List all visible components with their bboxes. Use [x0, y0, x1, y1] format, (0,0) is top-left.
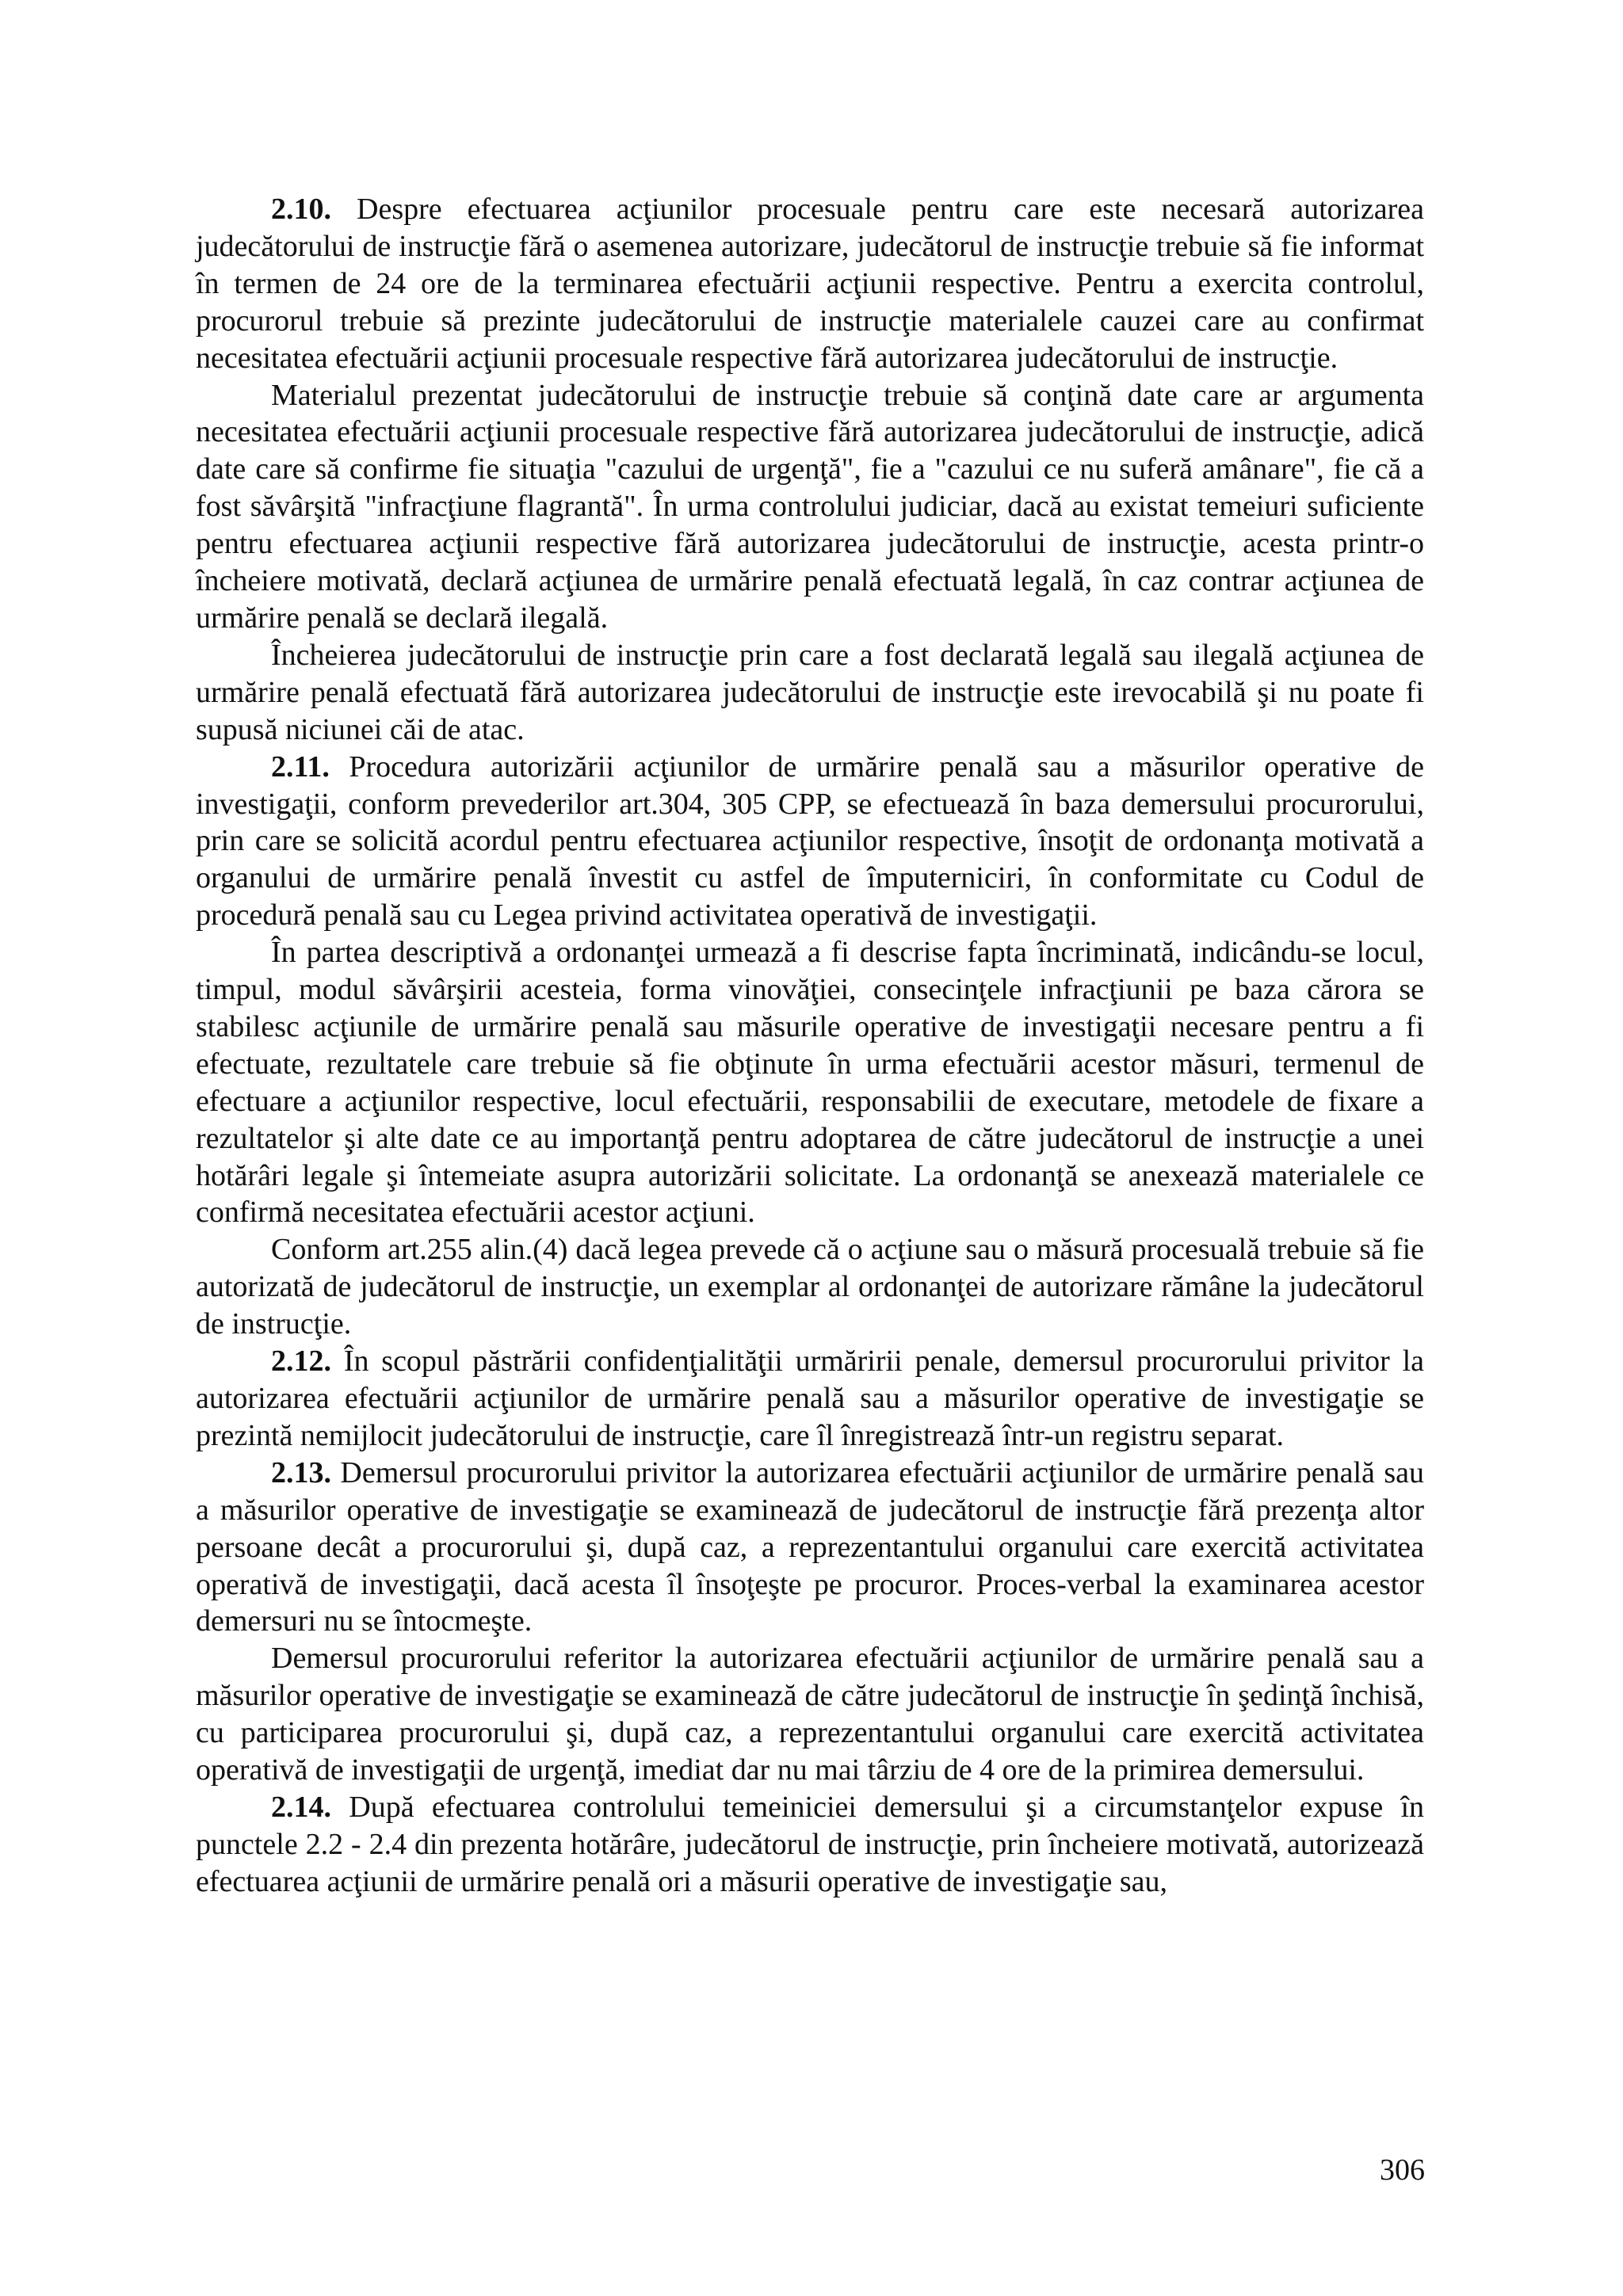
paragraph-text: Demersul procurorului privitor la autorizarea efectuării acţiunilor de urmărire penală sau a măsurilor operative de investigaţie se examinează de judecătorul de instrucţie fără prezenţa altor persoane decât a procurorului şi, după caz, a reprezentantului organului care exercită activitatea operativă de investigaţii, dacă acesta îl însoţeşte pe procuror. Proces-verbal la examinarea acestor demersuri nu se întocmeşte. — [196, 1455, 1424, 1638]
paragraph — [196, 1231, 1424, 1343]
paragraph — [196, 377, 1424, 637]
paragraph — [196, 637, 1424, 749]
paragraph-text: Conform art.255 alin.(4) dacă legea prevede că o acţiune sau o măsură procesuală trebuie să fie autorizată de judecătorul de instrucţie, un exemplar al ordonanţei de autorizare rămâne la judecătorul de instrucţie. — [196, 1233, 1424, 1341]
paragraph-2-12 — [196, 1343, 1424, 1455]
paragraph-text: Materialul prezentat judecătorului de instrucţie trebuie să conţină date care ar argumenta necesitatea efectuării acţiunii procesuale respective fără autorizarea judecătorului de instrucţie, adică date care să confirme fie situaţia "cazului de urgenţă", fie a "cazului ce nu suferă amânare", fie că a fost săvârşită "infracţiune flagrantă". În urma controlului judiciar, dacă au existat temeiuri suficiente pentru efectuarea acţiunii respective fără autorizarea judecătorului de instrucţie, acesta printr-o încheiere motivată, declară acţiunea de urmărire penală efectuată legală, în caz contrar acţiunea de urmărire penală se declară ilegală. — [196, 378, 1424, 635]
paragraph-text: Demersul procurorului referitor la autorizarea efectuării acţiunilor de urmărire penală sau a măsurilor operative de investigaţie se examinează de către judecătorul de instrucţie în şedinţă închisă, cu participarea procurorului şi, după caz, a reprezentantului organului care exercită activitatea operativă de investigaţii de urgenţă, imediat dar nu mai târziu de 4 ore de la primirea demersului. — [196, 1642, 1424, 1787]
section-number: 2.13. — [271, 1455, 331, 1489]
paragraph-text: Procedura autorizării acţiunilor de urmărire penală sau a măsurilor operative de investigaţii, conform prevederilor art.304, 305 CPP, se efectuează în baza demersului procurorului, prin care se solicită acordul pentru efectuarea acţiunilor respective, însoţit de ordonanţa motivată a organului de urmărire penală învestit cu astfel de împuterniciri, în conformitate cu Codul de procedură penală sau cu Legea privind activitatea operativă de investigaţii. — [196, 749, 1424, 933]
paragraph-text: În partea descriptivă a ordonanţei urmează a fi descrise fapta încriminată, indicându-se locul, timpul, modul săvârşirii acesteia, forma vinovăţiei, consecinţele infracţiunii pe baza cărora se stabilesc acţiunile de urmărire penală sau măsurile operative de investigaţii necesare pentru a fi efectuate, rezultatele care trebuie să fie obţinute în urma efectuării acestor măsuri, termenul de efectuare a acţiunilor respective, locul efectuării, responsabilii de executare, metodele de fixare a rezultatelor şi alte date ce au importanţă pentru adoptarea de către judecătorul de instrucţie a unei hotărâri legale şi întemeiate asupra autorizării solicitate. La ordonanţă se anexează materialele ce confirmă necesitatea efectuării acestor acţiuni. — [196, 936, 1424, 1230]
paragraph-2-13 — [196, 1455, 1424, 1641]
paragraph-text: În scopul păstrării confidenţialităţii urmăririi penale, demersul procurorului privitor la autorizarea efectuării acţiunilor de urmărire penală sau a măsurilor operative de investigaţie se prezintă nemijlocit judecătorului de instrucţie, care îl înregistrează într-un registru separat. — [196, 1344, 1424, 1452]
paragraph-2-11 — [196, 749, 1424, 935]
paragraph-text: După efectuarea controlului temeiniciei demersului şi a circumstanţelor expuse în punctele 2.2 - 2.4 din prezenta hotărâre, judecătorul de instrucţie, prin încheiere motivată, autorizează efectuarea acţiunii de urmărire penală ori a măsurii operative de investigaţie sau, — [196, 1790, 1424, 1898]
paragraph-2-10 — [196, 191, 1424, 377]
section-number: 2.10. — [271, 193, 331, 226]
document-body — [196, 191, 1424, 1901]
paragraph — [196, 1640, 1424, 1789]
section-number: 2.14. — [271, 1790, 331, 1824]
section-number: 2.12. — [271, 1344, 331, 1379]
paragraph-text: Despre efectuarea acţiunilor procesuale pentru care este necesară autorizarea judecătorului de instrucţie fără o asemenea autorizare, judecătorul de instrucţie trebuie să fie informat în termen de 24 ore de la terminarea efectuării acţiunii respective. Pentru a exercita controlul, procurorul trebuie să prezinte judecătorului de instrucţie materialele cauzei care au confirmat necesitatea efectuării acţiunii procesuale respective fără autorizarea judecătorului de instrucţie. — [196, 193, 1424, 375]
paragraph-text: Încheierea judecătorului de instrucţie prin care a fost declarată legală sau ilegală acţiunea de urmărire penală efectuată fără autorizarea judecătorului de instrucţie este irevocabilă şi nu poate fi supusă niciunei căi de atac. — [196, 638, 1424, 746]
page-number: 306 — [1380, 2153, 1425, 2187]
paragraph — [196, 934, 1424, 1231]
section-number: 2.11. — [271, 749, 330, 784]
paragraph-2-14 — [196, 1789, 1424, 1901]
